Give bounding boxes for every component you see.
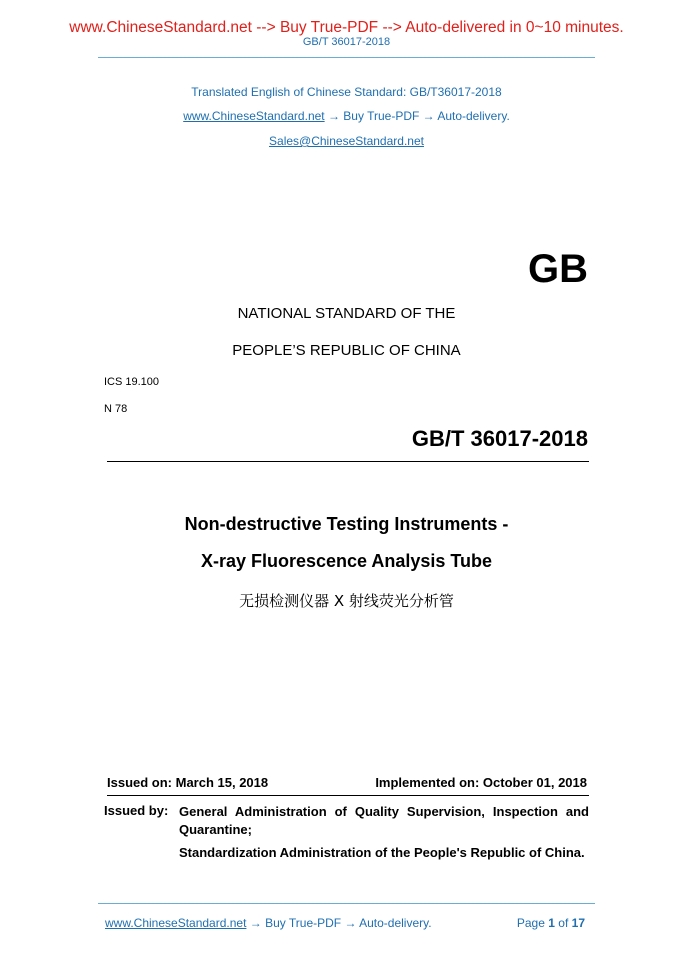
national-standard-heading-2: PEOPLE’S REPUBLIC OF CHINA	[232, 342, 461, 359]
gb-logo: GB	[528, 247, 588, 291]
issued-by-label: Issued by:	[104, 803, 169, 818]
standard-number-rule	[107, 461, 589, 462]
title-english-line-1: Non-destructive Testing Instruments -	[184, 514, 509, 534]
page-number: 1	[548, 916, 555, 930]
translation-links-line	[0, 109, 693, 123]
page-total: 17	[571, 916, 585, 930]
page-indicator	[517, 916, 585, 930]
title-english-line-2: X-ray Fluorescence Analysis Tube	[200, 551, 493, 571]
purchase-text: → Buy True-PDF → Auto-delivery.	[324, 109, 510, 123]
ccs-code: N 78	[104, 403, 128, 415]
footer-links	[105, 916, 432, 930]
translation-notice: Translated English of Chinese Standard: GB/T36017-2018	[191, 85, 502, 99]
issued-on-date: Issued on: March 15, 2018	[107, 775, 269, 790]
site-link[interactable]: www.ChineseStandard.net	[183, 109, 325, 123]
implemented-on-date: Implemented on: October 01, 2018	[375, 775, 587, 790]
standard-number: GB/T 36017-2018	[411, 426, 588, 451]
ics-code: ICS 19.100	[104, 376, 160, 388]
header-standard-code: GB/T 36017-2018	[302, 36, 391, 48]
of-label: of	[558, 916, 569, 930]
footer-site-link[interactable]: www.ChineseStandard.net	[105, 916, 247, 930]
issuer-2: Standardization Administration of the People's Republic of China.	[179, 845, 585, 860]
title-chinese: 无损检测仪器 X 射线荧光分析管	[239, 592, 454, 610]
footer-divider	[98, 903, 595, 904]
issuer-1: General Administration of Quality Supervision, Inspection and Quarantine;	[179, 804, 589, 837]
sales-email-link[interactable]: Sales@ChineseStandard.net	[269, 134, 424, 148]
footer-purchase-text: → Buy True-PDF → Auto-delivery.	[246, 916, 432, 930]
page-label: Page	[516, 916, 545, 930]
email-line	[0, 134, 693, 148]
dates-divider	[107, 795, 589, 796]
national-standard-heading-1: NATIONAL STANDARD OF THE	[237, 305, 456, 322]
top-banner[interactable]: www.ChineseStandard.net --> Buy True-PDF --> Auto-delivered in 0~10 minutes.	[69, 19, 624, 36]
header-divider	[98, 57, 595, 58]
